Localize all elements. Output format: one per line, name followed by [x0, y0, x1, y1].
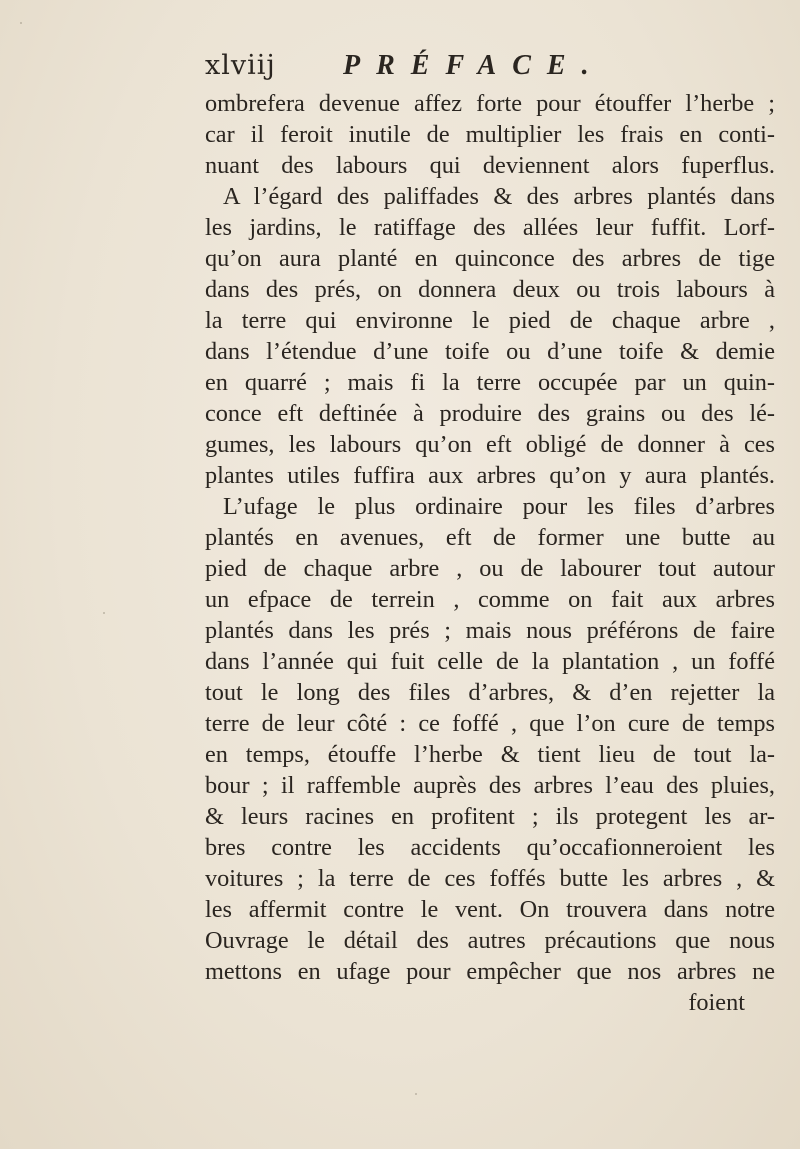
- text-line: pied de chaque arbre , ou de labourer tout autour: [205, 555, 775, 582]
- running-title: PRÉFACE.: [343, 50, 605, 81]
- text-line: ombrefera devenue affez forte pour étouffer l’herbe ;: [205, 90, 775, 117]
- text-line: car il feroit inutile de multiplier les frais en conti-: [205, 121, 775, 148]
- text-line: voitures ; la terre de ces foffés butte les arbres , &: [205, 865, 775, 892]
- text-line: qu’on aura planté en quinconce des arbres de tige: [205, 245, 775, 272]
- text-line: les affermit contre le vent. On trouvera dans notre: [205, 896, 775, 923]
- text-line: L’ufage le plus ordinaire pour les files d’arbres: [223, 493, 775, 520]
- text-line: la terre qui environne le pied de chaque arbre ,: [205, 307, 775, 334]
- paper-speck: [20, 22, 22, 24]
- text-line: terre de leur côté : ce foffé , que l’on cure de temps: [205, 710, 775, 737]
- text-line: conce eft deftinée à produire des grains ou des lé-: [205, 400, 775, 427]
- text-line: mettons en ufage pour empêcher que nos arbres ne: [205, 958, 775, 985]
- text-line: les jardins, le ratiffage des allées leur fuffit. Lorf-: [205, 214, 775, 241]
- text-line: en temps, étouffe l’herbe & tient lieu de tout la-: [205, 741, 775, 768]
- paper-speck: [103, 612, 105, 614]
- text-line: dans l’année qui fuit celle de la plantation , un foffé: [205, 648, 775, 675]
- text-line: bour ; il raffemble auprès des arbres l’eau des pluies,: [205, 772, 775, 799]
- text-line: Ouvrage le détail des autres précautions que nous: [205, 927, 775, 954]
- text-line: plantés dans les prés ; mais nous préférons de faire: [205, 617, 775, 644]
- body-text: [205, 88, 775, 1018]
- text-line: dans des prés, on donnera deux ou trois labours à: [205, 276, 775, 303]
- text-line: dans l’étendue d’une toife ou d’une toife & demie: [205, 338, 775, 365]
- catchword: foient: [688, 989, 745, 1016]
- text-line: A l’égard des paliffades & des arbres plantés dans: [223, 183, 775, 210]
- text-line: nuant des labours qui deviennent alors fuperflus.: [205, 152, 775, 179]
- text-line: & leurs racines en profitent ; ils protegent les ar-: [205, 803, 775, 830]
- text-line: plantes utiles fuffira aux arbres qu’on y aura plantés.: [205, 462, 775, 489]
- text-line: bres contre les accidents qu’occafionneroient les: [205, 834, 775, 861]
- text-line: en quarré ; mais fi la terre occupée par un quin-: [205, 369, 775, 396]
- text-line: tout le long des files d’arbres, & d’en rejetter la: [205, 679, 775, 706]
- text-line: un efpace de terrein , comme on fait aux arbres: [205, 586, 775, 613]
- page-number: xlviij: [205, 50, 276, 81]
- page-header: [205, 50, 765, 90]
- text-line: gumes, les labours qu’on eft obligé de donner à ces: [205, 431, 775, 458]
- text-line: plantés en avenues, eft de former une butte au: [205, 524, 775, 551]
- paper-speck: [415, 1093, 417, 1095]
